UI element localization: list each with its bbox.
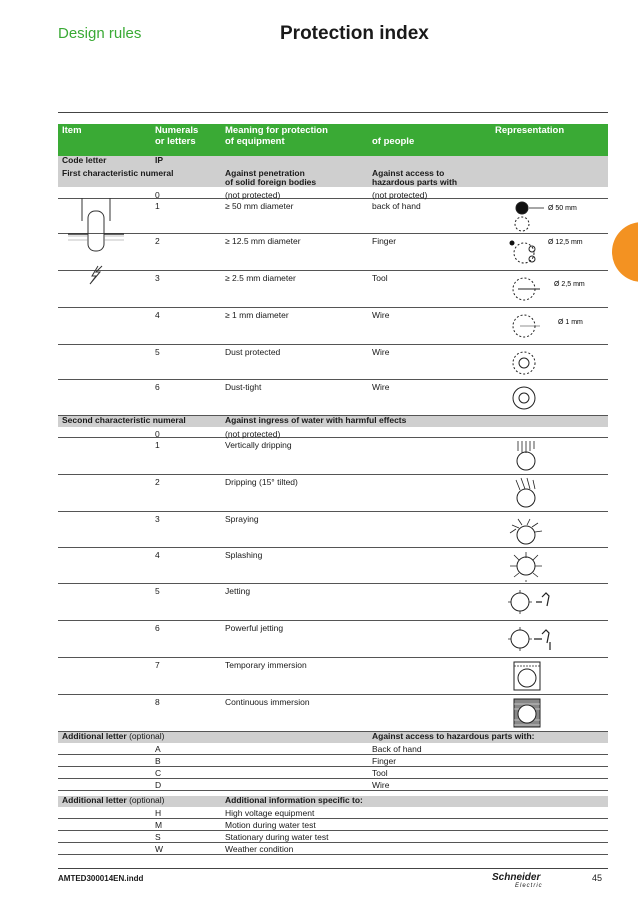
- numeral-value: 1: [155, 201, 160, 211]
- second-numeral-row: [58, 512, 608, 548]
- second-numeral-row: [58, 427, 608, 438]
- second-numeral-row: [58, 475, 608, 512]
- second-numeral-label: Second characteristic numeral: [62, 415, 186, 425]
- header-numerals-1: Numerals: [155, 125, 199, 136]
- header-people: of people: [372, 136, 415, 147]
- top-divider: [58, 112, 608, 113]
- letter-meaning: Stationary during water test: [225, 832, 329, 842]
- letter-meaning: Finger: [372, 756, 397, 766]
- people-protection: Tool: [372, 273, 388, 283]
- additional-letter-row: [58, 779, 608, 791]
- letter-meaning: Tool: [372, 768, 388, 778]
- brand-logo-sub: Electric: [515, 883, 543, 889]
- numeral-value: 4: [155, 310, 160, 320]
- numeral-value: 6: [155, 382, 160, 392]
- solid-body-protection-icon: [496, 200, 606, 234]
- equipment-protection: ≥ 50 mm diameter: [225, 201, 294, 211]
- equipment-protection: ≥ 2.5 mm diameter: [225, 273, 296, 283]
- code-letter-label: Code letter: [62, 155, 107, 165]
- second-numeral-row: [58, 584, 608, 621]
- icon-label-1mm: Ø 1 mm: [558, 319, 583, 326]
- additional-letter-row: [58, 819, 608, 831]
- letter-value: B: [155, 756, 161, 766]
- water-protection: Powerful jetting: [225, 623, 284, 633]
- additional-letter-label-optional: (optional): [126, 795, 165, 805]
- icon-label-12-5mm: Ø 12,5 mm: [548, 239, 583, 246]
- icon-label-50mm: Ø 50 mm: [548, 205, 577, 212]
- header-representation: Representation: [495, 125, 565, 136]
- water-protection: (not protected): [225, 429, 281, 439]
- first-numeral-row: [58, 234, 608, 271]
- water-protection: Jetting: [225, 586, 251, 596]
- additional-letter-row: [58, 743, 608, 755]
- section-title: Design rules: [58, 25, 142, 42]
- equipment-protection: (not protected): [225, 190, 281, 200]
- second-numeral-row: [58, 621, 608, 658]
- first-numeral-row: [58, 188, 608, 199]
- equipment-protection: ≥ 12.5 mm diameter: [225, 236, 301, 246]
- letter-value: S: [155, 832, 161, 842]
- numeral-value: 2: [155, 477, 160, 487]
- additional-letter-row: [58, 831, 608, 843]
- header-item: Item: [62, 125, 82, 136]
- solid-body-protection-icon: [496, 309, 606, 343]
- brand-logo: Schneider: [492, 872, 541, 883]
- second-numeral-heading-row: [58, 416, 608, 427]
- letter-value: D: [155, 780, 162, 790]
- additional-letter-row: [58, 767, 608, 779]
- numeral-value: 3: [155, 273, 160, 283]
- page-title: Protection index: [280, 23, 429, 44]
- numeral-value: 5: [155, 347, 160, 357]
- equipment-protection: ≥ 1 mm diameter: [225, 310, 289, 320]
- additional-letter-heading: Additional information specific to:: [225, 795, 363, 805]
- numeral-value: 6: [155, 623, 160, 633]
- header-meaning-1: Meaning for protection: [225, 125, 328, 136]
- water-protection-icon: [496, 476, 606, 510]
- icon-label-2-5mm: Ø 2,5 mm: [554, 281, 585, 288]
- first-numeral-row: [58, 345, 608, 380]
- additional-letter-label: [62, 731, 165, 742]
- equipment-protection: Dust protected: [225, 347, 281, 357]
- numeral-value: 3: [155, 514, 160, 524]
- second-numeral-row: [58, 438, 608, 475]
- first-numeral-row: [58, 380, 608, 416]
- first-numeral-row: [58, 271, 608, 308]
- first-numeral-label: First characteristic numeral: [62, 168, 174, 178]
- water-protection-icon: [496, 513, 606, 547]
- additional-letter-row: [58, 807, 608, 819]
- additional-letter-row: [58, 843, 608, 855]
- additional-letter-label-optional: (optional): [126, 731, 165, 741]
- people-protection: Wire: [372, 310, 390, 320]
- numeral-value: 2: [155, 236, 160, 246]
- people-protection: back of hand: [372, 201, 421, 211]
- code-letter-row: [58, 156, 608, 166]
- water-protection-icon: [496, 439, 606, 473]
- people-protection: Wire: [372, 347, 390, 357]
- letter-value: M: [155, 820, 163, 830]
- letter-meaning: High voltage equipment: [225, 808, 315, 818]
- water-protection-icon: [496, 696, 606, 730]
- header-meaning-2: of equipment: [225, 136, 285, 147]
- second-numeral-heading: Against ingress of water with harmful effects: [225, 415, 407, 425]
- first-numeral-heading-row: [58, 166, 608, 187]
- numeral-value: 7: [155, 660, 160, 670]
- people-protection: Finger: [372, 236, 397, 246]
- water-protection-icon: [496, 549, 606, 583]
- letter-meaning: Back of hand: [372, 744, 422, 754]
- numeral-value: 0: [155, 190, 160, 200]
- letter-value: H: [155, 808, 162, 818]
- people-protection: (not protected): [372, 190, 428, 200]
- first-numeral-row: [58, 308, 608, 345]
- additional-letter-heading: Against access to hazardous parts with:: [372, 731, 535, 741]
- people-protection: Wire: [372, 382, 390, 392]
- water-protection-icon: [496, 622, 606, 656]
- water-protection: Spraying: [225, 514, 259, 524]
- water-protection-icon: [496, 585, 606, 619]
- page-number: 45: [592, 873, 603, 883]
- water-protection: Temporary immersion: [225, 660, 307, 670]
- bottom-divider: [58, 868, 608, 869]
- second-numeral-row: [58, 695, 608, 732]
- first-people-heading-2: hazardous parts with: [372, 177, 458, 187]
- additional-letter-label-bold: Additional letter: [62, 731, 127, 741]
- second-numeral-row: [58, 658, 608, 695]
- numeral-value: 8: [155, 697, 160, 707]
- numeral-value: 1: [155, 440, 160, 450]
- solid-body-protection-icon: [496, 346, 606, 380]
- second-numeral-row: [58, 548, 608, 584]
- first-numeral-row: [58, 199, 608, 234]
- numeral-value: 4: [155, 550, 160, 560]
- header-numerals-2: or letters: [155, 136, 196, 147]
- solid-body-protection-icon: [496, 272, 606, 306]
- letter-meaning: Motion during water test: [225, 820, 316, 830]
- letter-value: A: [155, 744, 161, 754]
- hand-finger-sketch: [62, 196, 132, 286]
- numeral-value: 0: [155, 429, 160, 439]
- chapter-tab: [612, 222, 638, 282]
- letter-value: W: [155, 844, 164, 854]
- additional-letter-label: [62, 795, 165, 806]
- water-protection: Dripping (15° tilted): [225, 477, 298, 487]
- solid-body-protection-icon: [496, 235, 606, 269]
- additional-letter-row: [58, 755, 608, 767]
- equipment-protection: Dust-tight: [225, 382, 262, 392]
- water-protection: Vertically dripping: [225, 440, 292, 450]
- code-letter-value: IP: [155, 155, 164, 165]
- document-reference: AMTED300014EN.indd: [58, 874, 144, 883]
- first-people-heading-1: Against access to: [372, 168, 445, 178]
- water-protection: Splashing: [225, 550, 263, 560]
- solid-body-protection-icon: [496, 381, 606, 415]
- water-protection: Continuous immersion: [225, 697, 310, 707]
- additional-letter-heading-row: [58, 732, 608, 743]
- additional-letter-label-bold: Additional letter: [62, 795, 127, 805]
- numeral-value: 5: [155, 586, 160, 596]
- letter-value: C: [155, 768, 162, 778]
- letter-meaning: Weather condition: [225, 844, 294, 854]
- table-header-row: [58, 124, 608, 156]
- letter-meaning: Wire: [372, 780, 390, 790]
- additional-letter-heading-row: [58, 796, 608, 807]
- first-equipment-heading-2: of solid foreign bodies: [225, 177, 317, 187]
- first-equipment-heading-1: Against penetration: [225, 168, 305, 178]
- water-protection-icon: [496, 659, 606, 693]
